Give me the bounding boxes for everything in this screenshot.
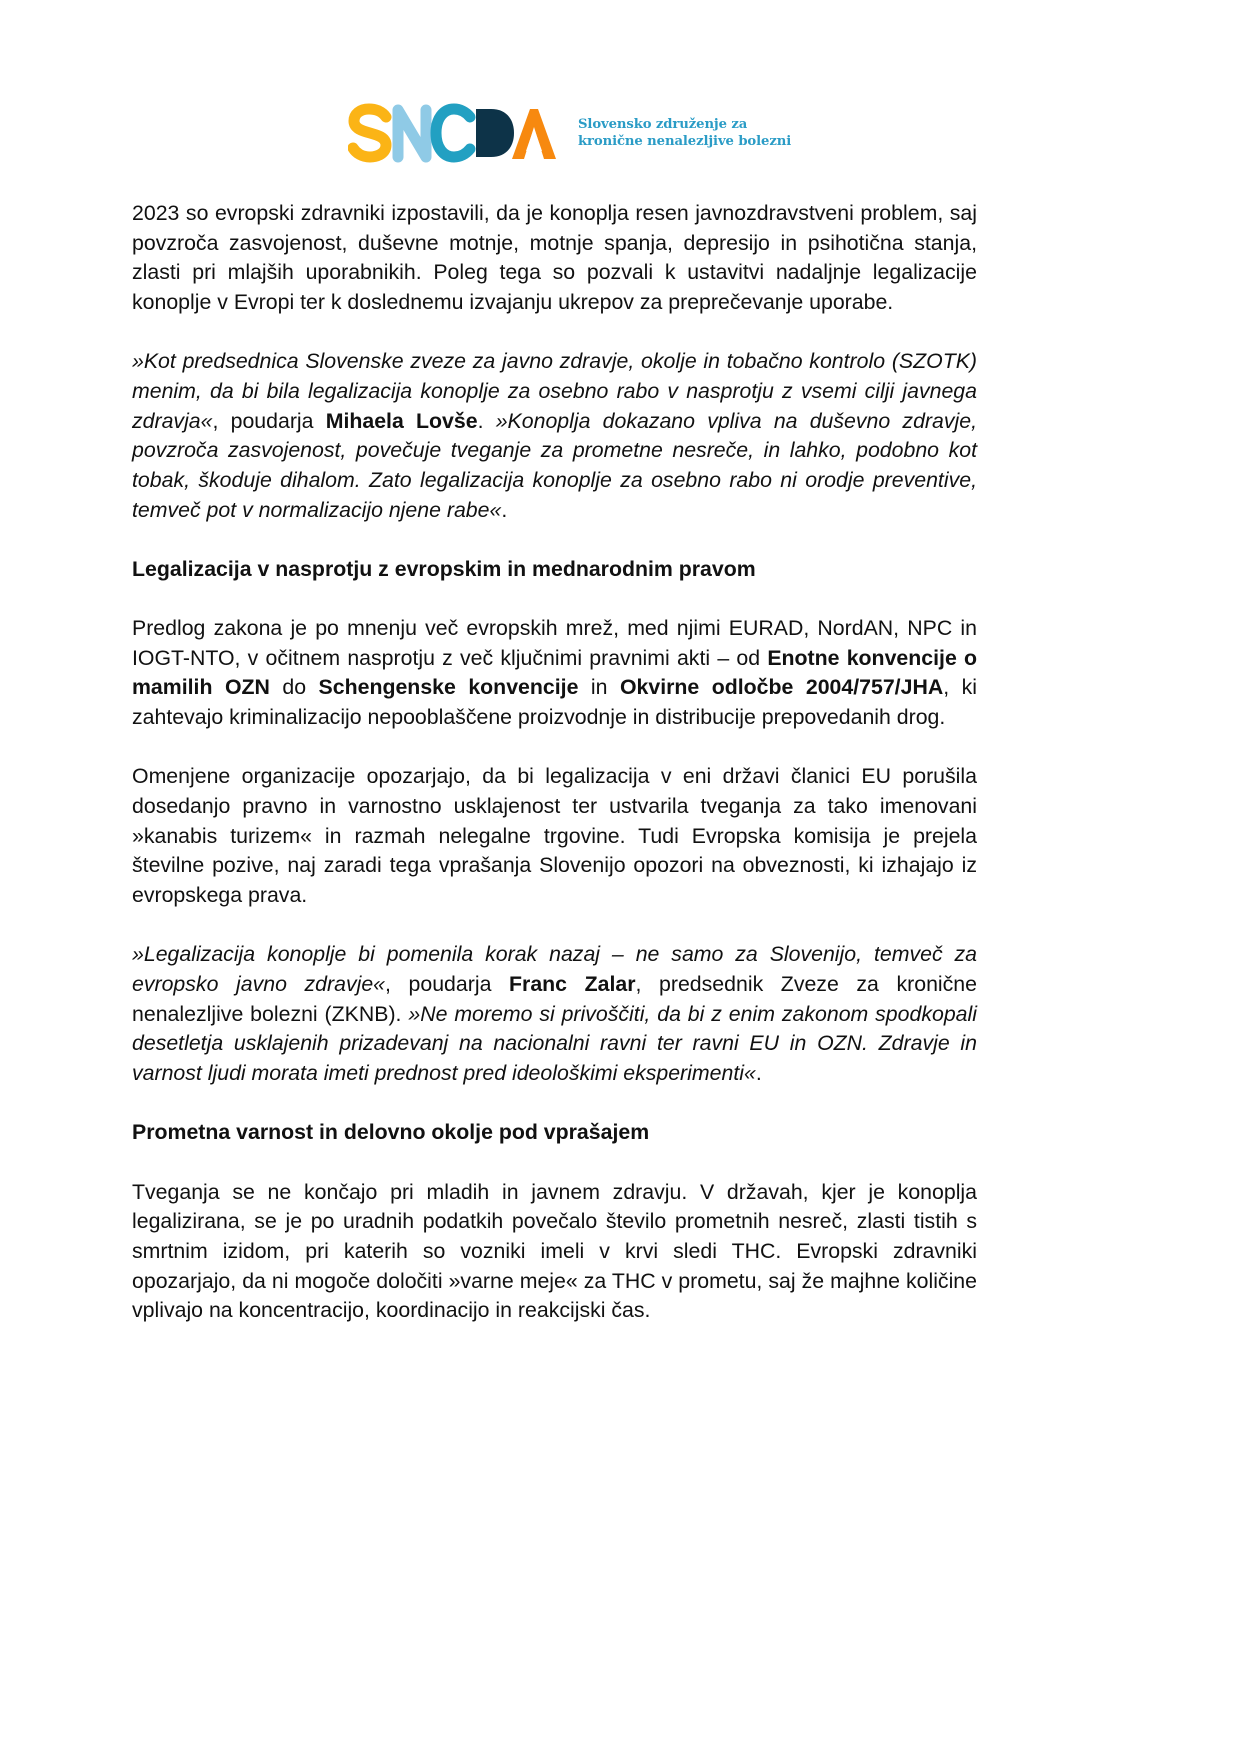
person-name: Mihaela Lovše <box>325 408 478 433</box>
paragraph-organizations-warning: Omenjene organizacije opozarjajo, da bi legalizacija v eni državi članici EU porušila dosedanjo pravno in varnostno usklajenost ter ustvarila tveganja za tako imenovani »kanabis turizem« in razmah nelegalne trgovine. Tudi Evropska komisija je prejela številne pozive, naj zaradi tega vprašanja Slovenijo opozori na obveznosti, ki izhajajo iz evropskega prava. <box>132 764 977 908</box>
quote: »Legalizacija konoplje bi pomenila korak nazaj – ne samo za Slovenijo, temveč za evropsko javno zdravje« <box>132 942 977 996</box>
legal-act: Okvirne odločbe 2004/757/JHA <box>619 675 944 700</box>
text: . <box>755 1060 762 1085</box>
text: Predlog zakona je po mnenju več evropskih mrež, med njimi EURAD, NordAN, NPC in IOGT-NTO, v očitnem nasprotju z več ključnimi pravnimi akti – od <box>132 616 977 670</box>
attribution-text: , poudarja <box>385 971 510 996</box>
paragraph-legal-acts <box>132 614 977 733</box>
quote: »Kot predsednica Slovenske zveze za javno zdravje, okolje in tobačno kontrolo (SZOTK) menim, da bi bila legalizacija konoplje za osebno rabo v nasprotju z vsemi cilji javnega zdravja« <box>132 349 977 433</box>
quote: »Konoplja dokazano vpliva na duševno zdravje, povzroča zasvojenost, povečuje tveganje za prometne nesreče, in lahko, podobno kot tobak, škoduje dihalom. Zato legalizacija konoplje za osebno rabo ni orodje preventive, temveč pot v normalizacijo njene rabe« <box>132 408 977 522</box>
letterhead <box>348 100 791 166</box>
sncda-logo <box>348 100 556 166</box>
text: in <box>578 675 620 700</box>
section-heading-traffic: Prometna varnost in delovno okolje pod vprašajem <box>132 1120 650 1145</box>
paragraph-quote-lovse <box>132 347 977 525</box>
text: , predsednik Zveze za kronične nenalezljive bolezni (ZKNB). <box>132 971 977 1026</box>
text: do <box>269 675 319 700</box>
sncda-logo-icon <box>348 103 556 163</box>
legal-act: Schengenske konvencije <box>318 675 579 700</box>
organization-tagline <box>578 116 791 150</box>
paragraph-health-warnings: 2023 so evropski zdravniki izpostavili, da je konoplja resen javnozdravstveni problem, saj povzroča zasvojenost, duševne motnje, motnje spanja, depresijo in psihotična stanja, zlasti pri mlajših uporabnikih. Poleg tega so pozvali k ustavitvi nadaljnje legalizacije konoplje v Evropi ter k doslednemu izvajanju ukrepov za preprečevanje uporabe. <box>132 201 977 314</box>
section-heading-legal: Legalizacija v nasprotju z evropskim in mednarodnim pravom <box>132 556 756 581</box>
tagline-line-1: Slovensko združenje za <box>578 117 748 132</box>
tagline-line-2: kronične nenalezljive bolezni <box>578 134 792 149</box>
quote: »Ne moremo si privoščiti, da bi z enim zakonom spodkopali desetletja usklajenih prizadevanj na nacionalni ravni ter ravni EU in OZN. Zdravje in varnost ljudi morata imeti prednost pred ideološkimi eksperimenti« <box>132 1001 977 1085</box>
paragraph-quote-zalar <box>132 940 977 1088</box>
text: , ki zahtevajo kriminalizacijo nepooblaščene proizvodnje in distribucije prepovedanih drog. <box>132 675 977 730</box>
person-name: Franc Zalar <box>509 971 636 996</box>
attribution-text: , poudarja <box>212 408 326 433</box>
article-body <box>132 199 977 1326</box>
text: . <box>477 408 496 433</box>
legal-act: Enotne konvencije o mamilih OZN <box>132 645 978 700</box>
paragraph-traffic-risks: Tveganja se ne končajo pri mladih in javnem zdravju. V državah, kjer je konoplja legalizirana, se je po uradnih podatkih povečalo število prometnih nesreč, zlasti tistih s smrtnim izidom, pri katerih so vozniki imeli v krvi sledi THC. Evropski zdravniki opozarjajo, da ni mogoče določiti »varne meje« za THC v prometu, saj že majhne količine vplivajo na koncentracijo, koordinacijo in reakcijski čas. <box>132 1179 977 1323</box>
text: . <box>501 497 508 522</box>
